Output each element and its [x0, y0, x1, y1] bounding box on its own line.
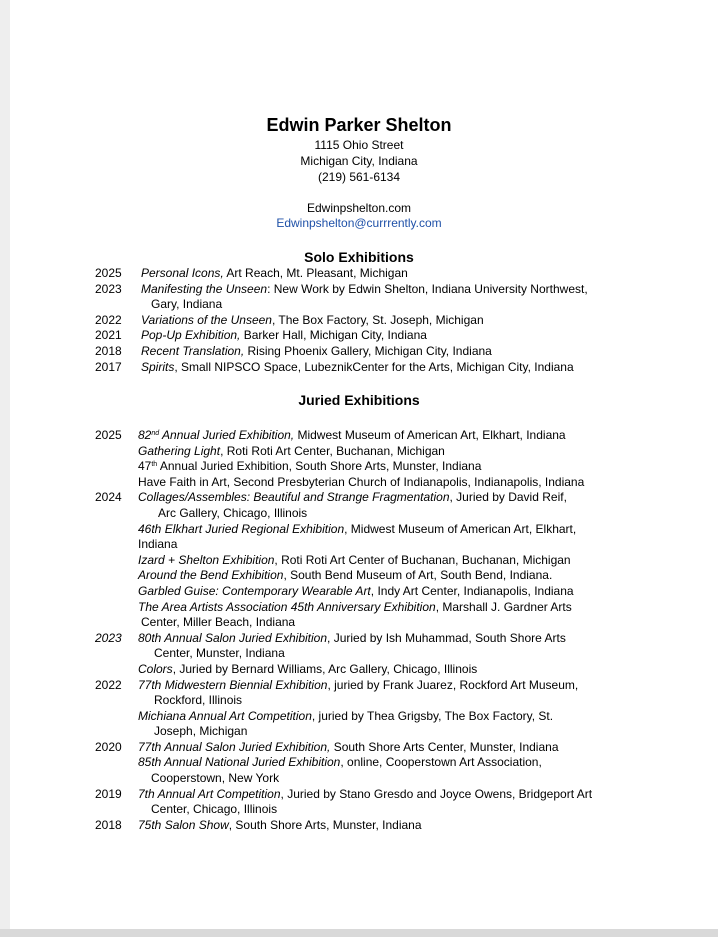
- entry-year: 2017: [95, 359, 122, 374]
- exhibition-details: , online, Cooperstown Art Association,: [340, 755, 542, 770]
- list-item: [95, 755, 655, 786]
- exhibition-title: Pop-Up Exhibition,: [141, 328, 241, 343]
- entry-text: [138, 678, 655, 709]
- entry-text: [138, 444, 655, 460]
- entry-text: [138, 631, 655, 662]
- exhibition-details-continued: Rockford, Illinois: [154, 693, 243, 708]
- exhibition-details: , South Shore Arts, Munster, Indiana: [228, 817, 422, 832]
- exhibition-title: Gathering Light: [138, 443, 221, 458]
- list-item: [95, 475, 655, 491]
- resume-name: Edwin Parker Shelton: [266, 115, 452, 135]
- exhibition-title: Spirits: [141, 359, 175, 374]
- exhibition-details: Rising Phoenix Gallery, Michigan City, Indiana: [244, 343, 492, 358]
- entry-text: [138, 328, 655, 344]
- email-link[interactable]: Edwinpshelton@currrently.com: [276, 216, 442, 230]
- exhibition-details: Have Faith in Art, Second Presbyterian Church of Indianapolis, Indianapolis, Indiana: [138, 474, 585, 489]
- exhibition-title: 85th Annual National Juried Exhibition: [138, 755, 341, 770]
- exhibition-title: 7th Annual Art Competition: [138, 786, 281, 801]
- entry-text: [138, 522, 655, 553]
- exhibition-details-continued: Center, Chicago, Illinois: [151, 802, 278, 817]
- list-item: [95, 678, 655, 709]
- entry-year: 2021: [95, 328, 122, 343]
- exhibition-details-continued: Joseph, Michigan: [154, 724, 248, 739]
- entry-text: [138, 709, 655, 740]
- list-item: [95, 444, 655, 460]
- exhibition-title: Colors: [138, 661, 173, 676]
- entry-year: 2023: [95, 281, 122, 296]
- exhibition-title: Around the Bend Exhibition: [138, 568, 284, 583]
- exhibition-title: Garbled Guise: Contemporary Wearable Art: [138, 583, 371, 598]
- list-item: [95, 662, 655, 678]
- exhibition-details: Annual Juried Exhibition, South Shore Arts, Munster, Indiana: [157, 459, 482, 474]
- exhibition-details-continued: Center, Miller Beach, Indiana: [141, 615, 296, 630]
- entry-text: [138, 584, 655, 600]
- exhibition-title: Personal Icons,: [141, 266, 224, 280]
- entry-year: [95, 553, 138, 569]
- exhibition-title: Izard + Shelton Exhibition: [138, 552, 275, 567]
- entry-text: [138, 553, 655, 569]
- exhibition-details: Barker Hall, Michigan City, Indiana: [240, 328, 427, 343]
- exhibition-details: , Juried by Bernard Williams, Arc Gallery, Chicago, Illinois: [172, 661, 478, 676]
- entry-year: 2018: [95, 817, 122, 832]
- list-item: [95, 360, 655, 376]
- entry-year: 2023: [95, 630, 122, 645]
- exhibition-details: , Juried by David Reif,: [449, 490, 567, 505]
- entry-year: [95, 755, 138, 786]
- entry-year: 2020: [95, 739, 122, 754]
- exhibition-details: , Marshall J. Gardner Arts: [435, 599, 572, 614]
- exhibition-details: : New Work by Edwin Shelton, Indiana University Northwest,: [267, 281, 588, 296]
- entry-year: [95, 600, 138, 631]
- exhibition-details: , Small NIPSCO Space, LubeznikCenter for the Arts, Michigan City, Indiana: [174, 359, 574, 374]
- list-item: [95, 313, 655, 329]
- exhibition-details: , Roti Roti Art Center of Buchanan, Buchanan, Michigan: [274, 552, 571, 567]
- entry-text: [138, 344, 655, 360]
- entry-text: [138, 662, 655, 678]
- exhibition-title: 75th Salon Show: [138, 817, 229, 832]
- ordinal-suffix: nd: [151, 430, 160, 437]
- list-item: [95, 709, 655, 740]
- exhibition-details: , Indy Art Center, Indianapolis, Indiana: [370, 583, 574, 598]
- exhibition-title: The Area Artists Association 45th Anniversary Exhibition: [138, 599, 436, 614]
- list-item: [95, 282, 655, 313]
- entry-year: 2018: [95, 343, 122, 358]
- exhibition-details: , The Box Factory, St. Joseph, Michigan: [271, 312, 484, 327]
- exhibition-details: Art Reach, Mt. Pleasant, Michigan: [223, 266, 408, 280]
- entry-year: 2025: [95, 428, 122, 442]
- juried-exhibitions-list: [95, 428, 655, 833]
- entry-year: 2019: [95, 786, 122, 801]
- list-item: [95, 787, 655, 818]
- entry-text: [138, 266, 655, 282]
- phone-number: (219) 561-6134: [317, 170, 401, 184]
- list-item: [95, 344, 655, 360]
- exhibition-details: , South Bend Museum of Art, South Bend, Indiana.: [283, 568, 553, 583]
- exhibition-details-continued: Center, Munster, Indiana: [154, 646, 285, 661]
- exhibition-details: , Roti Roti Art Center, Buchanan, Michigan: [220, 443, 445, 458]
- entry-text: [138, 428, 655, 444]
- list-item: [95, 631, 655, 662]
- entry-text: [138, 600, 655, 631]
- address-street: 1115 Ohio Street: [314, 138, 404, 152]
- exhibition-details: , Juried by Ish Muhammad, South Shore Arts: [327, 630, 566, 645]
- exhibition-details: , juried by Frank Juarez, Rockford Art Museum,: [327, 677, 579, 692]
- exhibition-details: South Shore Arts Center, Munster, Indiana: [330, 739, 559, 754]
- entry-year: 2022: [95, 677, 122, 692]
- address-city: Michigan City, Indiana: [300, 154, 418, 168]
- exhibition-title: 77th Annual Salon Juried Exhibition,: [138, 739, 331, 754]
- entry-text: [138, 740, 655, 756]
- list-item: [95, 568, 655, 584]
- exhibition-details: , Midwest Museum of American Art, Elkhart,: [344, 521, 577, 536]
- entry-text: [138, 282, 655, 313]
- entry-year: [95, 444, 138, 460]
- list-item: [95, 328, 655, 344]
- entry-text: [138, 755, 655, 786]
- entry-year: [95, 459, 138, 475]
- list-item: [95, 266, 655, 282]
- entry-text: [138, 787, 655, 818]
- list-item: [95, 740, 655, 756]
- list-item: [95, 459, 655, 475]
- exhibition-title: 46th Elkhart Juried Regional Exhibition: [138, 521, 345, 536]
- exhibition-details: , juried by Thea Grigsby, The Box Factory, St.: [311, 708, 554, 723]
- list-item: [95, 584, 655, 600]
- entry-text: [138, 313, 655, 329]
- exhibition-title: Recent Translation,: [141, 343, 245, 358]
- list-item: [95, 818, 655, 834]
- list-item: [95, 522, 655, 553]
- entry-year: [95, 568, 138, 584]
- ordinal-suffix: th: [151, 461, 158, 469]
- exhibition-details: , Juried by Stano Gresdo and Joyce Owens, Bridgeport Art: [280, 786, 593, 801]
- entry-text: [138, 568, 655, 584]
- entry-year: [95, 662, 138, 678]
- exhibition-details-continued: Gary, Indiana: [151, 297, 223, 312]
- exhibition-details: Midwest Museum of American Art, Elkhart, Indiana: [294, 428, 566, 442]
- entry-text: [138, 475, 655, 491]
- exhibition-details-continued: Indiana: [138, 537, 178, 552]
- exhibition-title: Collages/Assembles: Beautiful and Strange Fragmentation: [138, 490, 450, 505]
- website: Edwinpshelton.com: [306, 201, 412, 215]
- entry-year: [95, 522, 138, 553]
- entry-year: [95, 584, 138, 600]
- exhibition-title: 82nd Annual Juried Exhibition,: [138, 428, 295, 442]
- entry-year: 2025: [95, 266, 122, 280]
- list-item: [95, 490, 655, 521]
- entry-text: 47th Annual Juried Exhibition, South Shore Arts, Munster, Indiana: [138, 459, 482, 474]
- list-item: [95, 600, 655, 631]
- exhibition-title: 80th Annual Salon Juried Exhibition: [138, 630, 328, 645]
- exhibition-title: Variations of the Unseen: [141, 312, 272, 327]
- solo-exhibitions-heading: Solo Exhibitions: [304, 249, 414, 265]
- entry-text: [138, 818, 655, 834]
- juried-exhibitions-heading: Juried Exhibitions: [298, 392, 420, 408]
- entry-text: [138, 360, 655, 376]
- entry-year: 2022: [95, 312, 122, 327]
- list-item: [95, 553, 655, 569]
- exhibition-title: 77th Midwestern Biennial Exhibition: [138, 677, 328, 692]
- entry-year: 2024: [95, 490, 122, 505]
- entry-year: [95, 709, 138, 740]
- entry-text: [138, 490, 655, 521]
- page-bottom-edge: [0, 929, 718, 937]
- exhibition-details-continued: Cooperstown, New York: [151, 771, 280, 786]
- exhibition-title: Michiana Annual Art Competition: [138, 708, 312, 723]
- entry-year: [95, 475, 138, 491]
- list-item: [95, 428, 655, 444]
- solo-exhibitions-list: [95, 266, 655, 375]
- exhibition-details-continued: Arc Gallery, Chicago, Illinois: [158, 505, 308, 520]
- exhibition-title: Manifesting the Unseen: [141, 281, 268, 296]
